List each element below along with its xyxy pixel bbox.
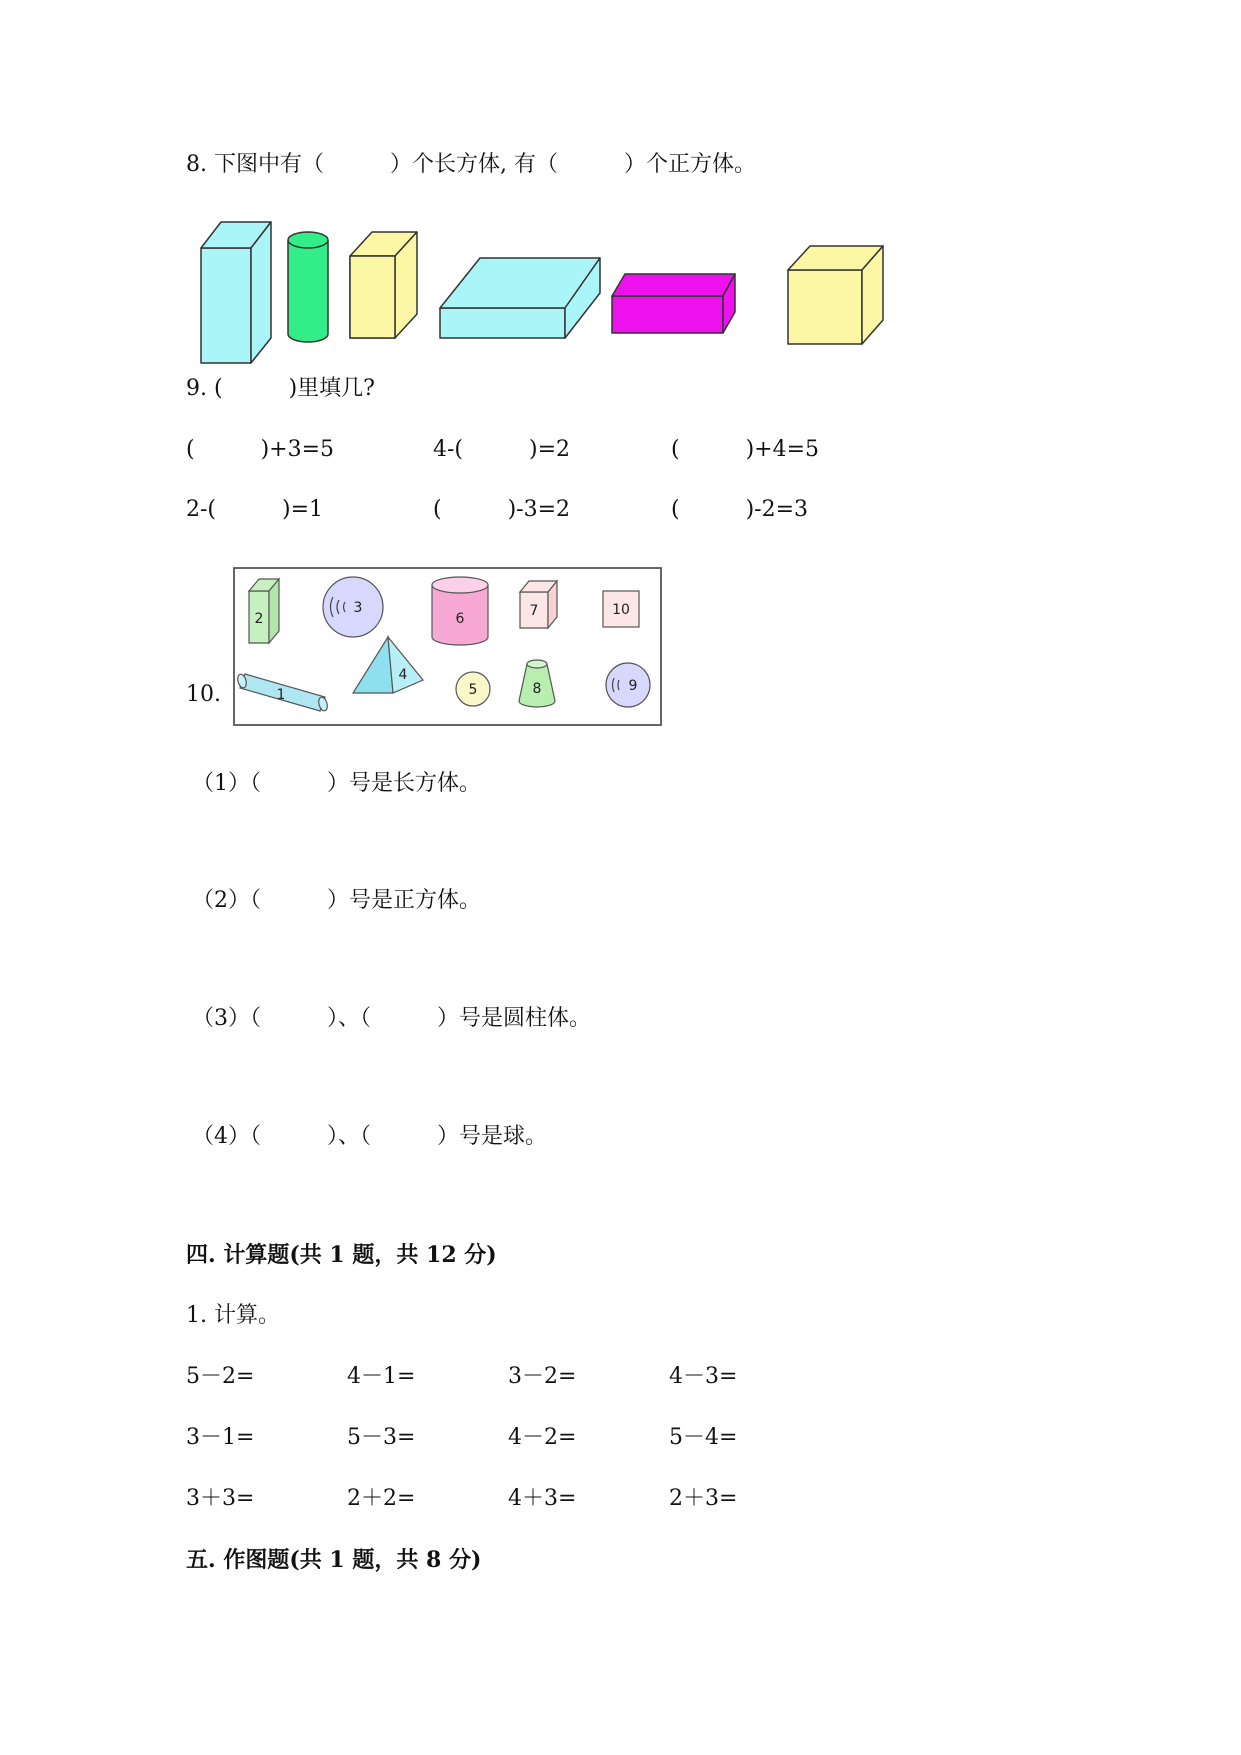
flat-cuboid <box>440 258 600 338</box>
q10-shapes-figure <box>233 567 663 727</box>
tall-cuboid <box>201 222 271 363</box>
calc-cell: 2＋3= <box>669 1486 738 1511</box>
shape-label-6: 6 <box>455 611 465 627</box>
q9-eq-5: ( )-3=2 <box>433 497 571 522</box>
magenta-cuboid <box>612 274 735 333</box>
calc-cell: 3－2= <box>508 1364 577 1389</box>
shape-label-3: 3 <box>353 600 363 616</box>
q9-eq-2: 4-( )=2 <box>433 437 571 462</box>
shape-label-5: 5 <box>468 682 478 698</box>
calc-cell: 4－3= <box>669 1364 738 1389</box>
shape-label-1: 1 <box>276 687 286 703</box>
calc-cell: 5－2= <box>186 1364 255 1389</box>
calc-cell: 4－1= <box>347 1364 416 1389</box>
calc-cell: 5－4= <box>669 1425 738 1450</box>
shape-label-9: 9 <box>628 678 638 694</box>
cylinder <box>288 232 328 342</box>
calc-cell: 4－2= <box>508 1425 577 1450</box>
large-cube <box>788 246 883 344</box>
q10-part-1: （1）（ ）号是长方体。 <box>192 771 481 796</box>
shape-2-cuboid <box>249 579 279 643</box>
calc-cell: 4＋3= <box>508 1486 577 1511</box>
shape-label-10: 10 <box>612 602 630 618</box>
calc-cell: 2＋2= <box>347 1486 416 1511</box>
q9-title: 9. ( )里填几? <box>186 376 375 401</box>
q9-eq-3: ( )+4=5 <box>671 437 820 462</box>
calc-cell: 5－3= <box>347 1425 416 1450</box>
shape-label-8: 8 <box>532 681 542 697</box>
q9-eq-1: ( )+3=5 <box>186 437 335 462</box>
shape-label-4: 4 <box>398 667 408 683</box>
q8-text: 8. 下图中有（ ）个长方体, 有（ ）个正方体。 <box>186 152 756 177</box>
calc-cell: 3－1= <box>186 1425 255 1450</box>
section4-heading: 四. 计算题(共 1 题，共 12 分) <box>186 1242 497 1268</box>
shape-7-cube <box>520 581 557 628</box>
q9-eq-4: 2-( )=1 <box>186 497 324 522</box>
section5-heading: 五. 作图题(共 1 题，共 8 分) <box>186 1547 482 1573</box>
calc-title: 1. 计算。 <box>186 1303 280 1328</box>
q8-shapes-figure <box>195 218 915 368</box>
q10-part-4: （4）（ ）、（ ）号是球。 <box>192 1124 547 1149</box>
calc-cell: 3＋3= <box>186 1486 255 1511</box>
shape-label-2: 2 <box>254 611 264 627</box>
q10-part-2: （2）（ ）号是正方体。 <box>192 888 481 913</box>
shape-label-7: 7 <box>529 603 539 619</box>
small-cube <box>350 232 417 338</box>
q10-part-3: （3）（ ）、（ ）号是圆柱体。 <box>192 1006 591 1031</box>
q10-number: 10. <box>186 682 221 707</box>
q9-eq-6: ( )-2=3 <box>671 497 809 522</box>
